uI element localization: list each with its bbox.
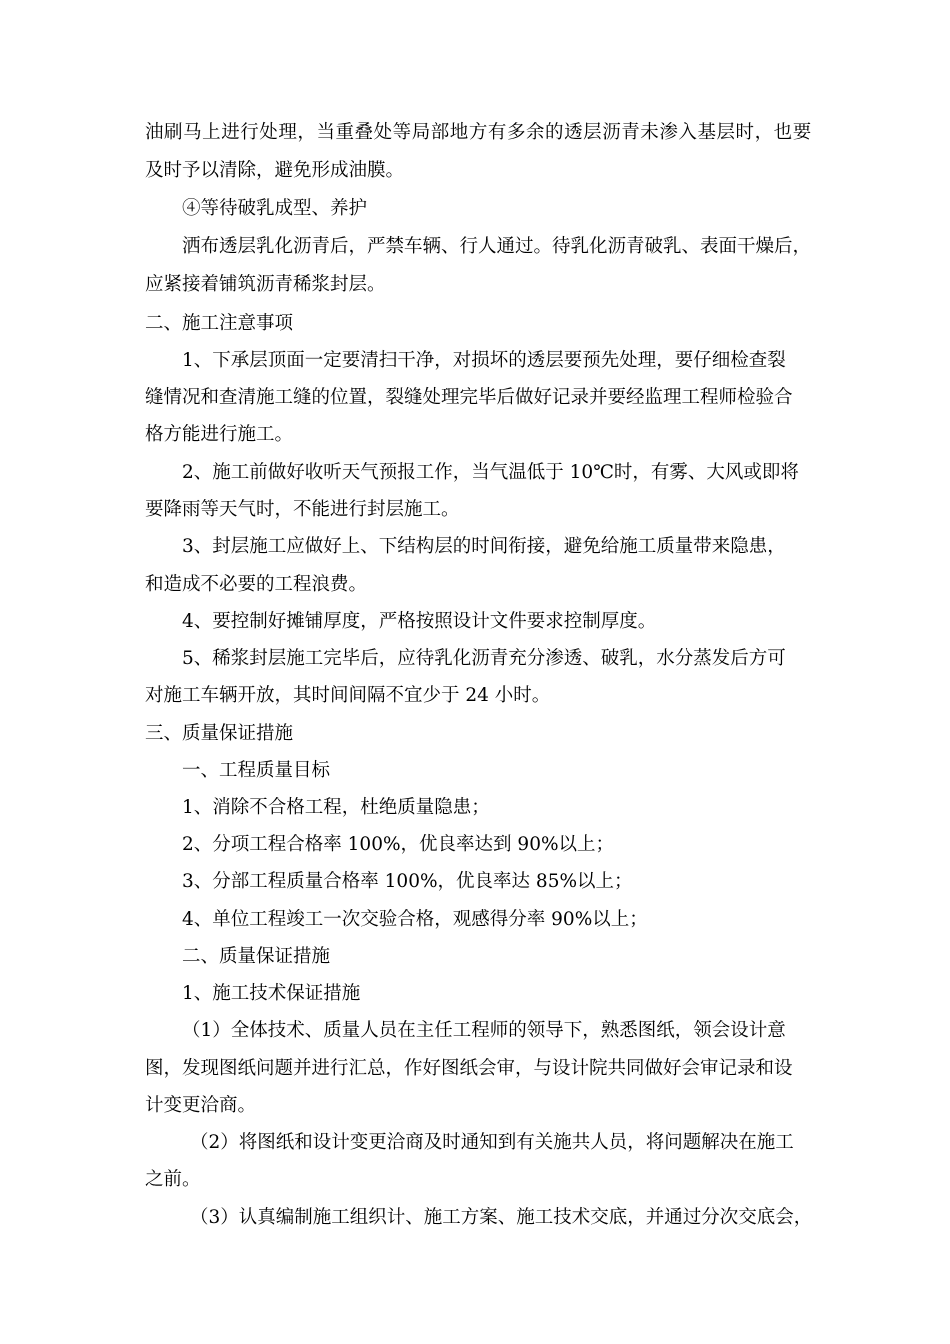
list-item: 3、分部工程质量合格率 100%，优良率达 85%以上； [182,871,633,892]
paragraph-line: 图，发现图纸问题并进行汇总，作好图纸会审，与设计院共同做好会审记录和设 [145,1058,793,1079]
paragraph-line: 2、施工前做好收听天气预报工作，当气温低于 10℃时，有雾、大风或即将 [182,462,799,483]
paragraph-line: 计变更洽商。 [145,1095,257,1116]
subheading: 二、质量保证措施 [182,946,331,967]
paragraph-line: 1、下承层顶面一定要清扫干净，对损坏的透层要预先处理，要仔细检查裂 [182,350,786,371]
paragraph-line: 对施工车辆开放，其时间间隔不宜少于 24 小时。 [145,685,551,706]
paragraph-line: 5、稀浆封层施工完毕后，应待乳化沥青充分渗透、破乳，水分蒸发后方可 [182,648,786,669]
paragraph-line: （1）全体技术、质量人员在主任工程师的领导下，熟悉图纸，领会设计意 [182,1020,786,1041]
section-heading: 二、施工注意事项 [145,313,294,334]
paragraph-line: 洒布透层乳化沥青后，严禁车辆、行人通过。待乳化沥青破乳、表面干燥后， [182,236,812,257]
paragraph-line: （2）将图纸和设计变更洽商及时通知到有关施共人员，将问题解决在施工 [190,1132,794,1153]
subheading: 1、施工技术保证措施 [182,983,361,1004]
section-heading: 三、质量保证措施 [145,723,294,744]
paragraph-line: 3、封层施工应做好上、下结构层的时间衔接，避免给施工质量带来隐患， [182,536,786,557]
paragraph-line: 要降雨等天气时，不能进行封层施工。 [145,499,460,520]
paragraph-line: 4、要控制好摊铺厚度，严格按照设计文件要求控制厚度。 [182,611,657,632]
subheading: 一、工程质量目标 [182,760,331,781]
subheading: ④等待破乳成型、养护 [182,198,368,219]
paragraph-line: 缝情况和查清施工缝的位置，裂缝处理完毕后做好记录并要经监理工程师检验合 [145,387,793,408]
paragraph-line: 应紧接着铺筑沥青稀浆封层。 [145,274,386,295]
list-item: 4、单位工程竣工一次交验合格，观感得分率 90%以上； [182,909,648,930]
paragraph-line: 油刷马上进行处理，当重叠处等局部地方有多余的透层沥青未渗入基层时，也要 [145,122,812,143]
paragraph-line: 及时予以清除，避免形成油膜。 [145,160,405,181]
list-item: 2、分项工程合格率 100%，优良率达到 90%以上； [182,834,615,855]
paragraph-line: 格方能进行施工。 [145,424,294,445]
paragraph-line: （3）认真编制施工组织计、施工方案、施工技术交底，并通过分次交底会， [190,1207,813,1228]
list-item: 1、消除不合格工程，杜绝质量隐患； [182,797,490,818]
paragraph-line: 和造成不必要的工程浪费。 [145,574,368,595]
paragraph-line: 之前。 [145,1169,201,1190]
